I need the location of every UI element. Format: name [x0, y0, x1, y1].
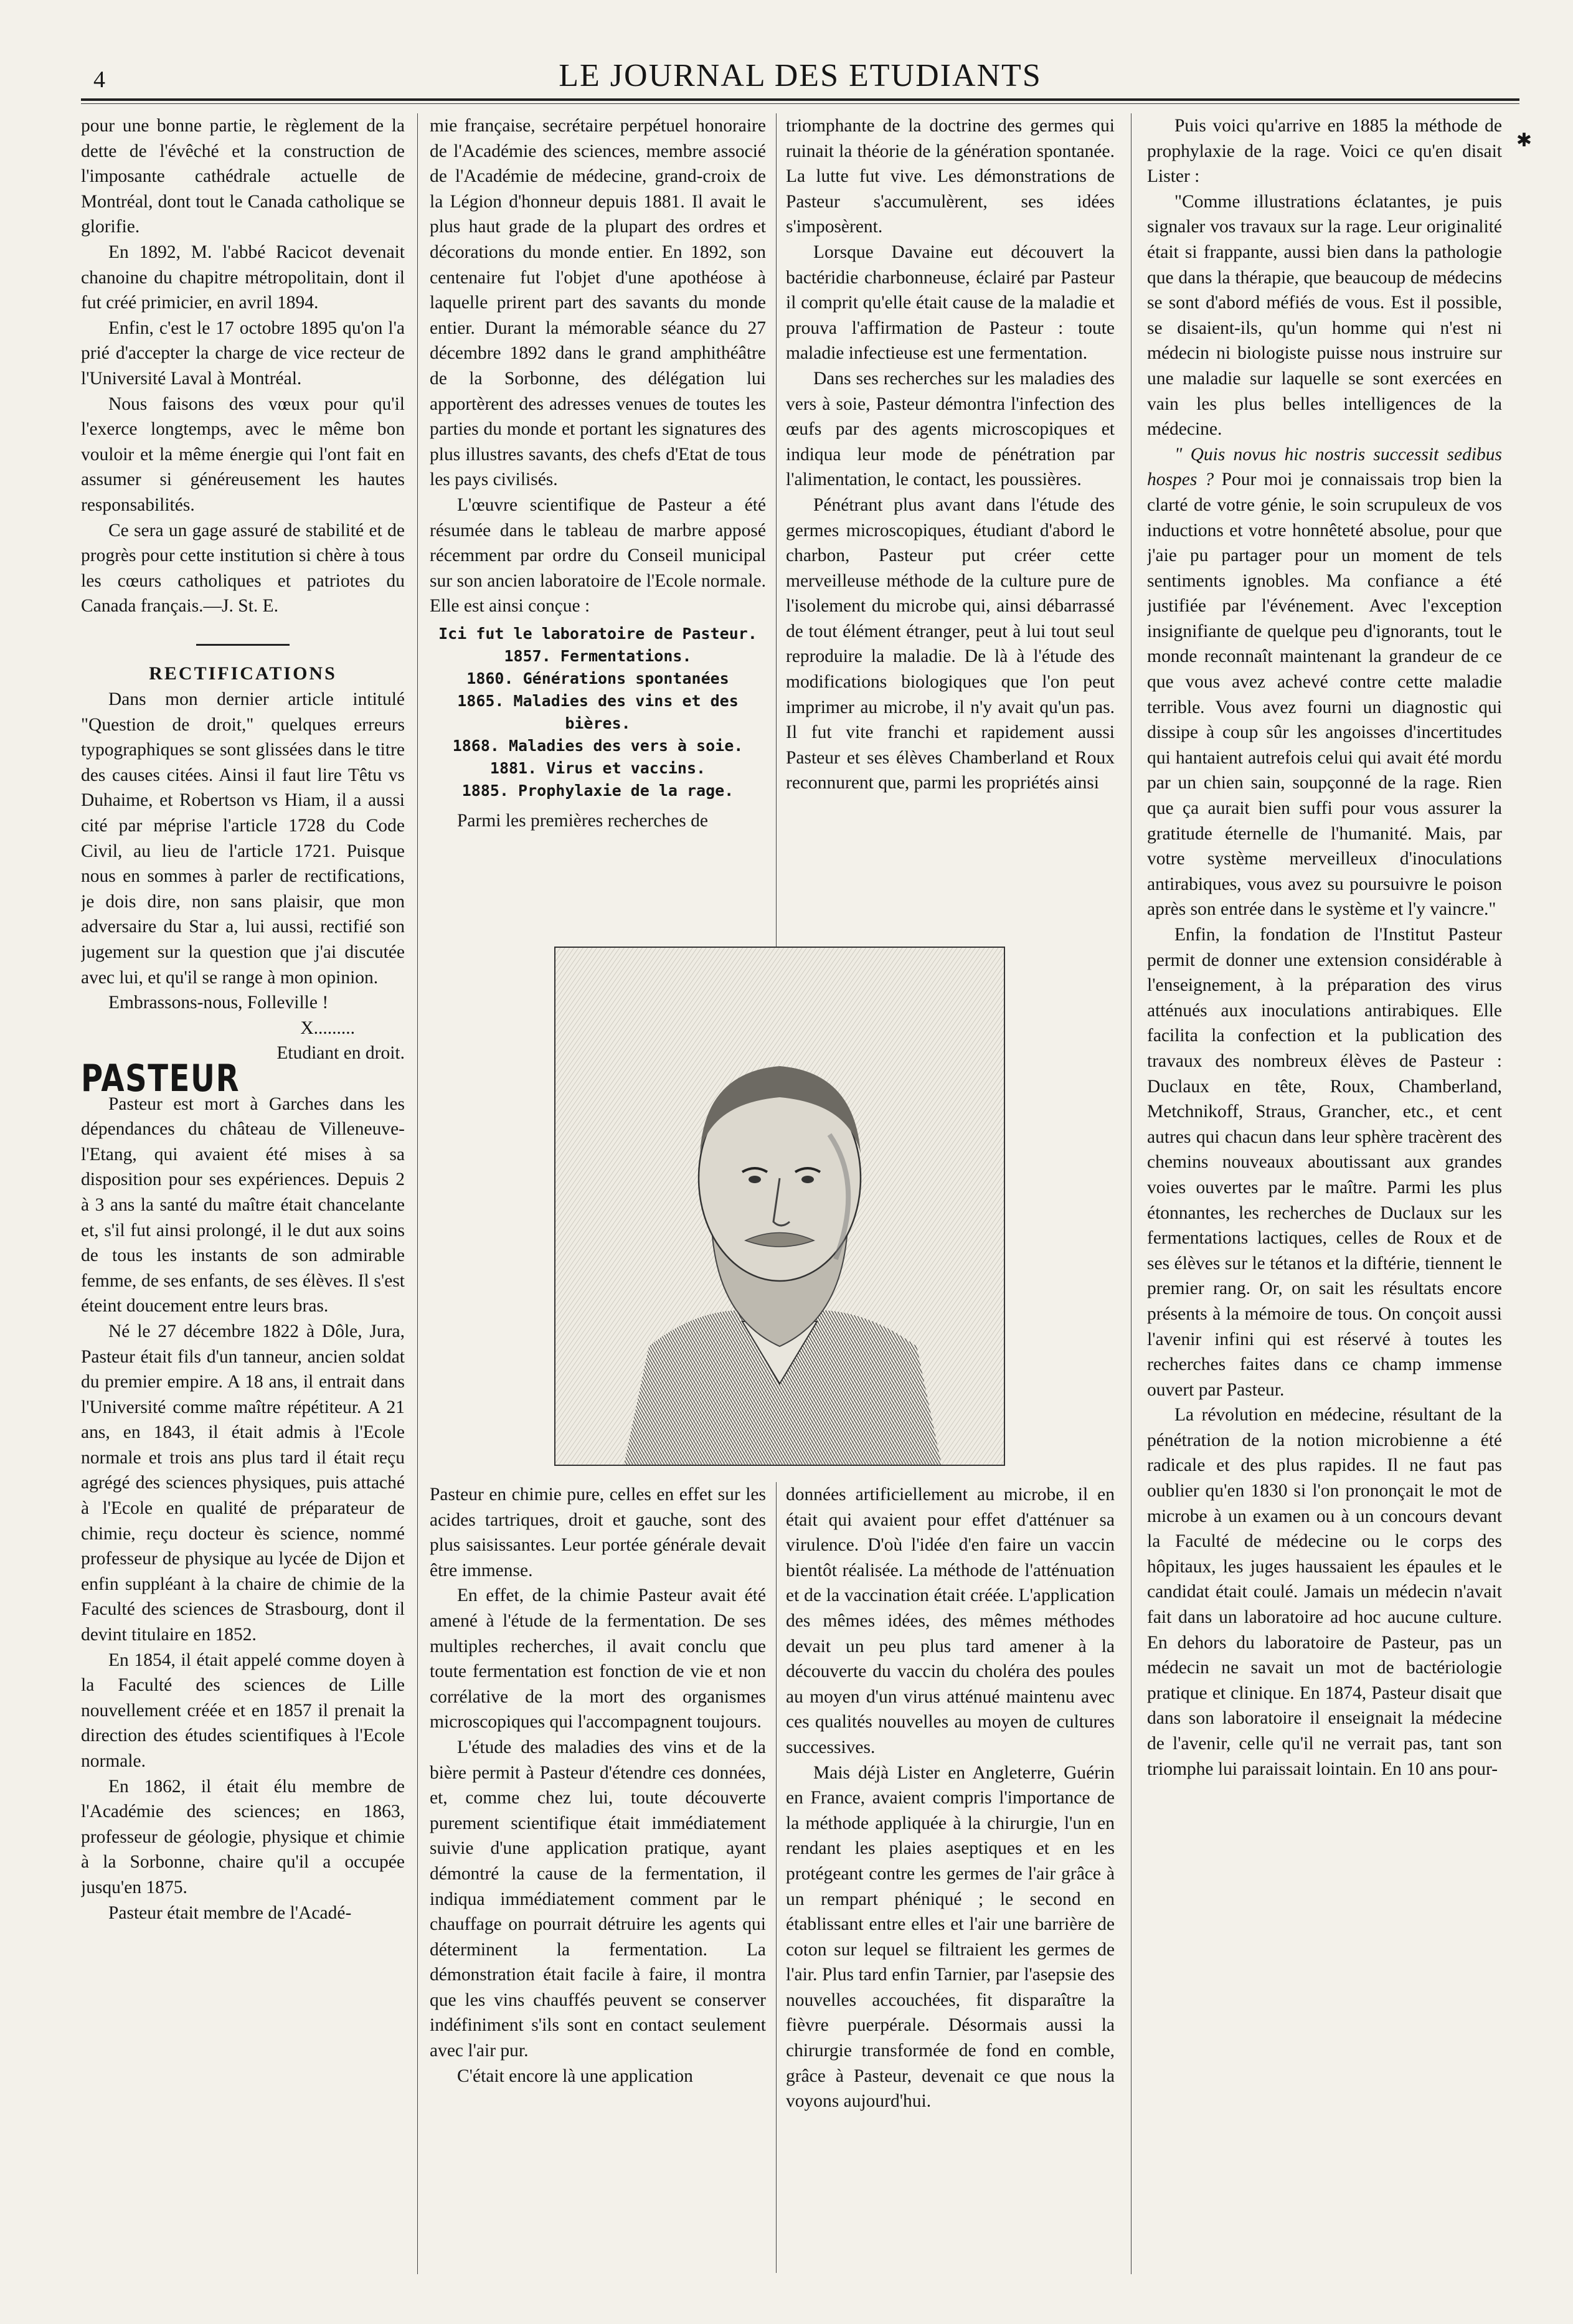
paragraph: Pasteur était membre de l'Acadé- [108, 1902, 352, 1923]
paragraph [1147, 442, 1502, 922]
corner-mark: ✱ [1516, 130, 1532, 151]
paragraph: Puis voici qu'arrive en 1885 la méthode de prophylaxie de la rage. Voici ce qu'en disait Lister : [1147, 116, 1502, 187]
paragraph: Pasteur en chimie pure, celles en effet sur les acides tartriques, droit et gauche, sont des plus saisissantes. Leur portée générale devait être immense. [430, 1485, 766, 1580]
paragraph: En 1892, M. l'abbé Racicot devenait chanoine du chapitre métropolitain, dont il fut créé primicier, en avril 1894. [81, 242, 405, 313]
paragraph: Pénétrant plus avant dans l'étude des germes microscopiques, étudiant d'abord le charbon, Pasteur put créer cette merveilleuse méthode de la culture pure de l'isolement du microbe qui, ainsi débarrassé de tout élément étranger, peut à lui tout seul reproduire la maladie. De là à l'étude des modifications biologiques que l'on peut imprimer au microbe, il n'y avait qu'un pas. Il fut vite franchi et rapidement aussi Pasteur et ses élèves Chamberland et Roux reconnurent que, parmi les propriétés ainsi [786, 494, 1115, 793]
plaque-line: 1857. Fermentations. [504, 646, 692, 665]
paragraph: mie française, secrétaire perpétuel honoraire de l'Académie des sciences, membre associé de l'Académie de médecine, grand-croix de la Légion d'honneur depuis 1881. Il avait le plus haut grade de la plupart des ordres et décorations du monde entier. En 1892, son centenaire fut l'objet d'une apothéose à laquelle prirent part des savants du monde entier. Durant la mémorable séance du 27 décembre 1892 dans le grand amphithéâtre de la Sorbonne, des délégation lui apportèrent des adresses venues de toutes les parties du monde et portant les signatures des plus illustres savants, des chefs d'Etat de tous les pays civilisés. [430, 116, 766, 490]
column-divider [776, 113, 777, 960]
latin-quote: " Quis novus hic nostris successit sedibus hospes ? [1147, 444, 1502, 490]
pasteur-portrait [554, 947, 1005, 1466]
paragraph: "Comme illustrations éclatantes, je puis signaler vos travaux sur la rage. Leur originalité était si frappante, aussi bien dans la pathologie que dans la thérapie, que beaucoup de médecins se sont d'abord méfiés de vous. Est il possible, se disaient-ils, qu'un homme qui n'est ni médecin ni biologiste puisse nous instruire sur une maladie sur laquelle se sont exercées en vain les plus belles intelligences de la médecine. [1147, 191, 1502, 440]
paragraph: Enfin, la fondation de l'Institut Pasteur permit de donner une extension considérable à l'enseignement, à la préparation des virus atténués aux inoculations antirabiques. Elle facilita la confection et la publication des travaux des nombreux élèves de Pasteur : Duclaux en tête, Roux, Chamberland, Metchnikoff, Straus, Grancher, etc., et cent autres qui chacun dans leur sphère tracèrent des chemins nouveaux aboutissant aux grandes voies ouvertes par le maître. Parmi les plus étonnantes, les recherches de Duclaux sur les fermentations lactiques, celles de Roux et de ses élèves sur le tétanos et la diftérie, tiennent le premier rang. Or, on sait les résultats encore présents à la mémoire de tous. On conçoit aussi l'avenir infini qui est réservé à toutes les recherches faites dans ce champ immense ouvert par Pasteur. [1147, 925, 1502, 1400]
column-3-top [786, 113, 1115, 973]
pasteur-heading: PASTEUR [81, 1056, 240, 1100]
paragraph: pour une bonne partie, le règlement de la dette de l'évêché et la construction de l'imposante cathédrale actuelle de Montréal, dont tout le Canada catholique se glorifie. [81, 116, 405, 237]
quote-text: Pour moi je connaissais trop bien la clarté de votre génie, le soin scrupuleux de vos inductions et votre honnêteté absolue, pour que j'aie pu partager pour un moment de tels sentiments ignobles. Ma confiance a été justifiée par l'événement. Avec l'exception insignifiante de quelque peu d'ignorants, tout le monde reconnaît maintenant la grandeur de ce que vous avez achevé contre cette maladie terrible. Vous avez fourni un diagnostic qui dissipe à coup sûr les angoisses d'incertitudes qui hantaient autrefois celui qui avait été mordu par un chien sain, soupçonné de la rage. Rien que ça aurait bien suffi pour vous assurer la gratitude éternelle de l'humanité. Mais, par votre système merveilleux d'inoculations antirabiques, vous avez su poursuivre le poison après son entrée dans le système et l'y vaincre." [1147, 470, 1502, 920]
paragraph: C'était encore là une application [457, 2066, 693, 2086]
plaque-inscription [430, 623, 766, 802]
paragraph: Dans mon dernier article intitulé "Question de droit," quelques erreurs typographiques se sont glissées dans le titre des causes citées. Ainsi il faut lire Têtu vs Duhaime, et Robertson vs Hiam, il a aussi cité par méprise l'article 1728 du Code Civil, au lieu de l'article 1721. Puisque nous en sommes à parler de rectifications, je dois dire, non sans plaisir, que mon adversaire du Star a, lui aussi, rectifié son jugement sur la question que j'ai discutée avec lui, et qu'il se range à mon opinion. [81, 689, 405, 988]
journal-title: LE JOURNAL DES ETUDIANTS [559, 58, 1042, 93]
plaque-line: 1881. Virus et vaccins. [489, 758, 706, 777]
paragraph: Embrassons-nous, Folleville ! [108, 993, 329, 1013]
paragraph: En 1862, il était élu membre de l'Académie des sciences; en 1863, professeur de géologie, physique et chimie à la Sorbonne, chaire qu'il a occupée jusqu'en 1875. [81, 1776, 405, 1897]
paragraph: Enfin, c'est le 17 octobre 1895 qu'on l'a prié d'accepter la charge de vice recteur de l'Université Laval à Montréal. [81, 318, 405, 389]
paragraph: données artificiellement au microbe, il en était qui avaient pour effet d'atténuer sa virulence. D'où l'idée d'en faire un vaccin bientôt réalisée. La méthode de l'atténuation et de la vaccination était créée. L'application des mêmes idées, des mêmes méthodes devait un peu plus tard amener à la découverte du vaccin du choléra des poules au moyen d'un virus atténué maintenu avec ces qualités nouvelles au moyen de cultures successives. [786, 1485, 1115, 1757]
column-3-bottom [786, 1482, 1115, 2273]
signature-initial: X......... [300, 1018, 355, 1038]
column-1 [81, 113, 405, 2274]
column-divider [417, 113, 418, 2274]
paragraph: Nous faisons des vœux pour qu'il l'exerce longtemps, avec le même bon vouloir et la même énergie qui l'ont fait en assumer si généreusement les hautes responsabilités. [81, 394, 405, 515]
header-rule-thick [81, 98, 1519, 101]
column-2-top [430, 113, 766, 973]
plaque-line: 1885. Prophylaxie de la rage. [461, 781, 734, 800]
paragraph: En effet, de la chimie Pasteur avait été amené à l'étude de la fermentation. De ses multiples recherches, il avait conclu que toute fermentation est fonction de vie et non corrélative de la mort des organismes microscopiques qui l'accompagnent toujours. [430, 1585, 766, 1732]
portrait-engraving-icon [555, 948, 1004, 1465]
section-separator [81, 628, 405, 653]
paragraph: Né le 27 décembre 1822 à Dôle, Jura, Pasteur était fils d'un tanneur, ancien soldat du premier empire. A 18 ans, il entrait dans l'Université comme maître répétiteur. A 21 ans, en 1843, il était admis à l'Ecole normale et trois ans plus tard il était reçu agrégé des sciences physiques, puis attaché à l'Ecole en qualité de préparateur de chimie, reçu docteur ès science, nommé professeur de physique au lycée de Dijon et enfin suppléant à la chaire de chimie de la Faculté des sciences de Strasbourg, dont il devint titulaire en 1852. [81, 1321, 405, 1645]
paragraph: Dans ses recherches sur les maladies des vers à soie, Pasteur démontra l'infection des œufs par des agents microscopiques et indiqua leur mode de pénétration par l'alimentation, le contact, les poussières. [786, 368, 1115, 490]
paragraph: Mais déjà Lister en Angleterre, Guérin en France, avaient compris l'importance de la méthode appliquée à la chirurgie, l'un en rendant les plaies aseptiques et en les protégeant contre les germes de l'air grâce à un rempart phéniqué ; le second en établissant entre elles et l'air une barrière de coton sur lequel se filtraient les germes de l'air. Plus tard enfin Tarnier, par l'asepsie des nouvelles accouchées, fit disparaître la fièvre puerpérale. Désormais aussi la chirurgie transformée de fond en comble, grâce à Pasteur, devenait ce que nous la voyons aujourd'hui. [786, 1762, 1115, 2112]
page-header [81, 55, 1532, 151]
rectifications-heading: RECTIFICATIONS [149, 663, 337, 684]
page-number: 4 [93, 67, 105, 93]
signature-role: Etudiant en droit. [276, 1043, 405, 1064]
paragraph: triomphante de la doctrine des germes qui ruinait la théorie de la génération spontanée. La lutte fut vive. Les démonstrations de Pasteur s'accumulèrent, ses idées s'imposèrent. [786, 116, 1115, 237]
plaque-line: 1865. Maladies des vins et des bières. [457, 691, 739, 732]
paragraph: Lorsque Davaine eut découvert la bactéridie charbonneuse, éclairé par Pasteur il comprit qu'elle était cause de la maladie et prouva l'affirmation de Pasteur : toute maladie infectieuse est une fermentation. [786, 242, 1115, 364]
paragraph: En 1854, il était appelé comme doyen à la Faculté des sciences de Lille nouvellement créée et en 1857 il prenait la direction des études scientifiques à l'Ecole normale. [81, 1650, 405, 1771]
plaque-line: 1868. Maladies des vers à soie. [452, 736, 744, 755]
paragraph: La révolution en médecine, résultant de la pénétration de la notion microbienne a été radicale et des plus rapides. Il ne faut pas oublier qu'en 1830 si l'on prononçait le mot de microbe à un examen ou à un concours devant la Faculté de médecine ou le corps des hôpitaux, les juges haussaient les épaules et le candidat était coulé. Jamais un médecin n'avait fait dans un laboratoire ad hoc aucune culture. En dehors du laboratoire de Pasteur, pas un médecin ne savait un mot de bactériologie pratique et clinique. En 1874, Pasteur disait que dans son laboratoire il enseignait la médecine de l'avenir, celle qu'il ne verrait pas, tant son triomphe lui paraissait lointain. En 10 ans pour- [1147, 1405, 1502, 1779]
header-rule-thin [81, 103, 1519, 104]
paragraph: Ce sera un gage assuré de stabilité et de progrès pour cette institution si chère à tous les cœurs catholiques et patriotes du Canada français.—J. St. E. [81, 520, 405, 616]
column-divider [776, 1482, 777, 2273]
paragraph: Parmi les premières recherches de [457, 810, 708, 831]
paragraph: L'œuvre scientifique de Pasteur a été résumée dans le tableau de marbre apposé récemment par ordre du Conseil municipal sur son ancien laboratoire de l'Ecole normale. Elle est ainsi conçue : [430, 494, 766, 616]
paragraph: Pasteur est mort à Garches dans les dépendances du château de Villeneuve-l'Etang, qui avaient été mises à sa disposition pour ses expériences. Depuis 2 à 3 ans la santé du maître était chancelante et, s'il fut ainsi prolongé, il le dut aux soins de tous les instants de son admirable femme, de ses enfants, de ses élèves. Il s'est éteint doucement entre leurs bras. [81, 1094, 405, 1316]
column-2-bottom [430, 1482, 766, 2273]
column-4 [1147, 113, 1502, 2274]
plaque-line: 1860. Générations spontanées [466, 669, 729, 687]
paragraph: L'étude des maladies des vins et de la bière permit à Pasteur d'étendre ces données, et, comme chez lui, toute découverte purement scientifique était immédiatement suivie d'une application pratique, ayant démontré la cause de la fermentation, il indiqua immédiatement comment par le chauffage on pourrait détruire les agents qui déterminent la fermentation. La démonstration était facile à faire, il montra que les vins chauffés peuvent se conserver indéfiniment s'ils sont en contact seulement avec l'air pur. [430, 1737, 766, 2061]
plaque-line: Ici fut le laboratoire de Pasteur. [438, 624, 757, 643]
